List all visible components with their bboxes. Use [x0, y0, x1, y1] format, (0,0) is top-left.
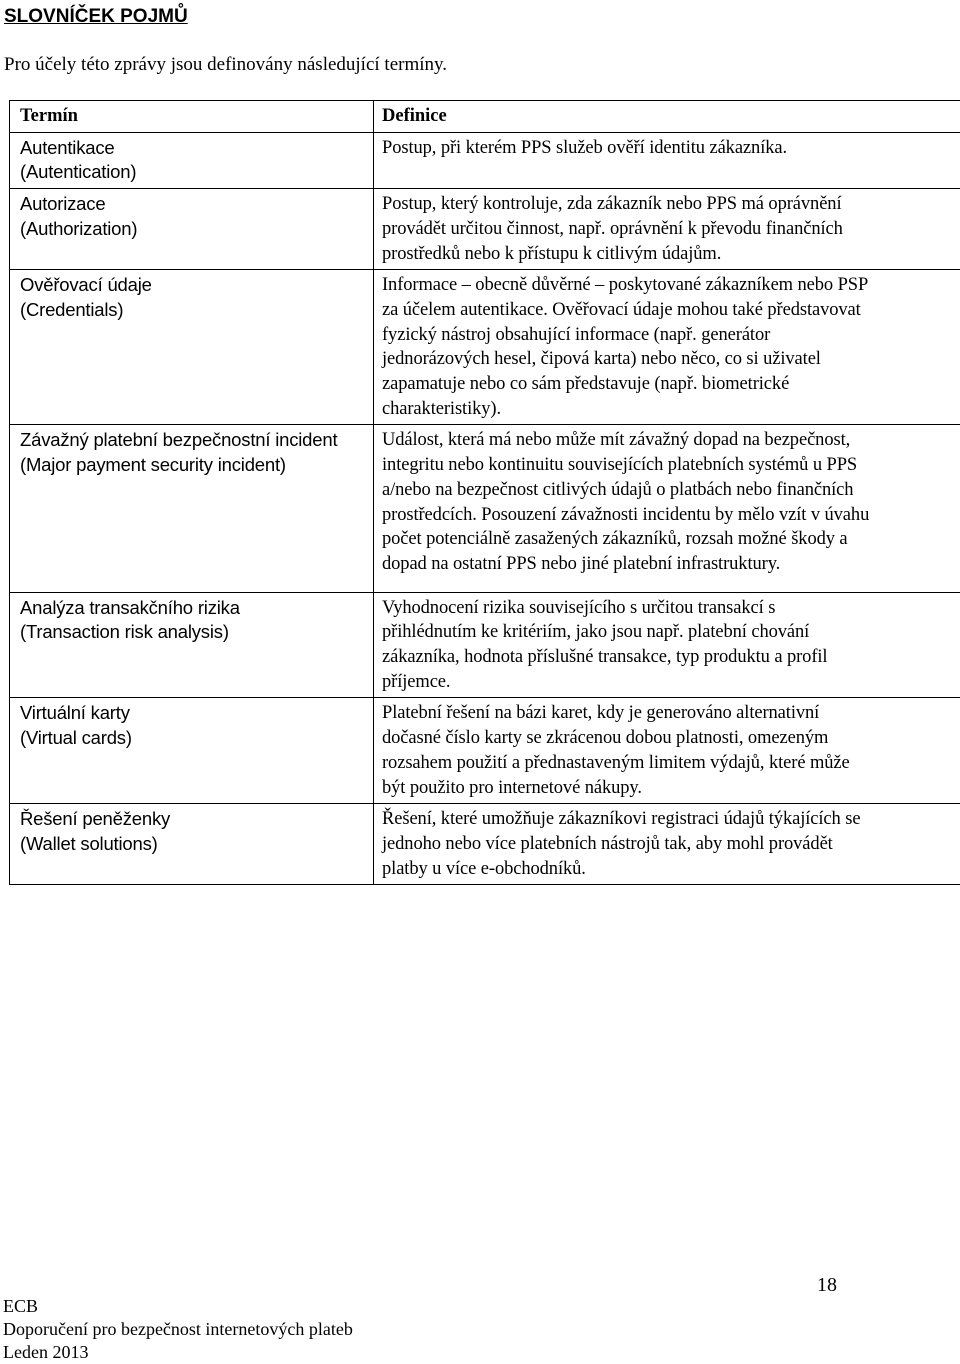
term-cell — [10, 270, 374, 425]
header-term: Termín — [10, 101, 374, 133]
glossary-body — [10, 132, 960, 885]
header-definition: Definice — [374, 101, 960, 133]
definition-line: Postup, při kterém PPS služeb ověří identitu zákazníka. — [382, 136, 953, 161]
definition-line: prostředcích. Posouzení závažnosti incidentu by mělo vzít v úvahu — [382, 503, 953, 528]
definition-line: Platební řešení na bázi karet, kdy je generováno alternativní — [382, 701, 953, 726]
table-row — [10, 804, 960, 885]
definition-line: provádět určitou činnost, např. oprávnění k převodu finančních — [382, 217, 953, 242]
term-line: (Authorization) — [20, 217, 363, 242]
definition-line: rozsahem použití a přednastaveným limitem výdajů, které může — [382, 751, 953, 776]
term-line: Analýza transakčního rizika — [20, 596, 363, 621]
glossary-table — [9, 100, 960, 885]
term-cell — [10, 592, 374, 698]
definition-line: Řešení, které umožňuje zákazníkovi registraci údajů týkajících se — [382, 807, 953, 832]
definition-line: zákazníka, hodnota příslušné transakce, typ produktu a profil — [382, 645, 953, 670]
term-line: Autentikace — [20, 136, 363, 161]
definition-line: jednorázových hesel, čipová karta) nebo něco, co si uživatel — [382, 347, 953, 372]
definition-cell — [374, 132, 960, 188]
definition-cell — [374, 698, 960, 804]
definition-line: být použito pro internetové nákupy. — [382, 776, 953, 801]
footer-date: Leden 2013 — [3, 1341, 353, 1364]
page-heading: SLOVNÍČEK POJMŮ — [4, 6, 188, 28]
definition-cell — [374, 804, 960, 885]
definition-cell — [374, 592, 960, 698]
footer-doc-title: Doporučení pro bezpečnost internetových plateb — [3, 1318, 353, 1341]
term-line: Autorizace — [20, 192, 363, 217]
table-row — [10, 592, 960, 698]
definition-line: prostředků nebo k přístupu k citlivým údajům. — [382, 242, 953, 267]
definition-line: dopad na ostatní PPS nebo jiné platební infrastruktury. — [382, 552, 953, 577]
term-line: Ověřovací údaje — [20, 273, 363, 298]
term-line: Virtuální karty — [20, 701, 363, 726]
table-header-row — [10, 101, 960, 133]
term-cell — [10, 804, 374, 885]
definition-line: platby u více e-obchodníků. — [382, 857, 953, 882]
term-cell — [10, 425, 374, 592]
table-row — [10, 270, 960, 425]
definition-line: Vyhodnocení rizika souvisejícího s určitou transakcí s — [382, 596, 953, 621]
table-row — [10, 132, 960, 188]
term-line: (Virtual cards) — [20, 726, 363, 751]
definition-line: příjemce. — [382, 670, 953, 695]
definition-cell — [374, 425, 960, 592]
definition-line: integritu nebo kontinuitu souvisejících platebních systémů u PPS — [382, 453, 953, 478]
definition-cell — [374, 189, 960, 270]
definition-line: charakteristiky). — [382, 397, 953, 422]
definition-line: za účelem autentikace. Ověřovací údaje mohou také představovat — [382, 298, 953, 323]
definition-line: zapamatuje nebo co sám představuje (např. biometrické — [382, 372, 953, 397]
table-row — [10, 425, 960, 592]
table-row — [10, 189, 960, 270]
term-line: (Autentication) — [20, 160, 363, 185]
term-cell — [10, 189, 374, 270]
term-line: (Wallet solutions) — [20, 832, 363, 857]
definition-line: fyzický nástroj obsahující informace (např. generátor — [382, 323, 953, 348]
term-line: (Credentials) — [20, 298, 363, 323]
term-cell — [10, 132, 374, 188]
page-number: 18 — [817, 1274, 837, 1297]
definition-line: Událost, která má nebo může mít závažný dopad na bezpečnost, — [382, 428, 953, 453]
term-line: Závažný platební bezpečnostní incident — [20, 428, 363, 453]
footer-org: ECB — [3, 1295, 353, 1318]
definition-line: přihlédnutím ke kritériím, jako jsou např. platební chování — [382, 620, 953, 645]
definition-cell — [374, 270, 960, 425]
definition-line: Postup, který kontroluje, zda zákazník nebo PPS má oprávnění — [382, 192, 953, 217]
definition-line: Informace – obecně důvěrné – poskytované zákazníkem nebo PSP — [382, 273, 953, 298]
intro-text: Pro účely této zprávy jsou definovány následující termíny. — [4, 54, 447, 76]
term-line: (Major payment security incident) — [20, 453, 363, 478]
definition-line: jednoho nebo více platebních nástrojů tak, aby mohl provádět — [382, 832, 953, 857]
term-line: Řešení peněženky — [20, 807, 363, 832]
footer — [3, 1295, 353, 1364]
definition-line: počet potenciálně zasažených zákazníků, rozsah možné škody a — [382, 527, 953, 552]
table-row — [10, 698, 960, 804]
definition-line: a/nebo na bezpečnost citlivých údajů o platbách nebo finančních — [382, 478, 953, 503]
definition-line: dočasné číslo karty se zkrácenou dobou platnosti, omezeným — [382, 726, 953, 751]
term-cell — [10, 698, 374, 804]
term-line: (Transaction risk analysis) — [20, 620, 363, 645]
